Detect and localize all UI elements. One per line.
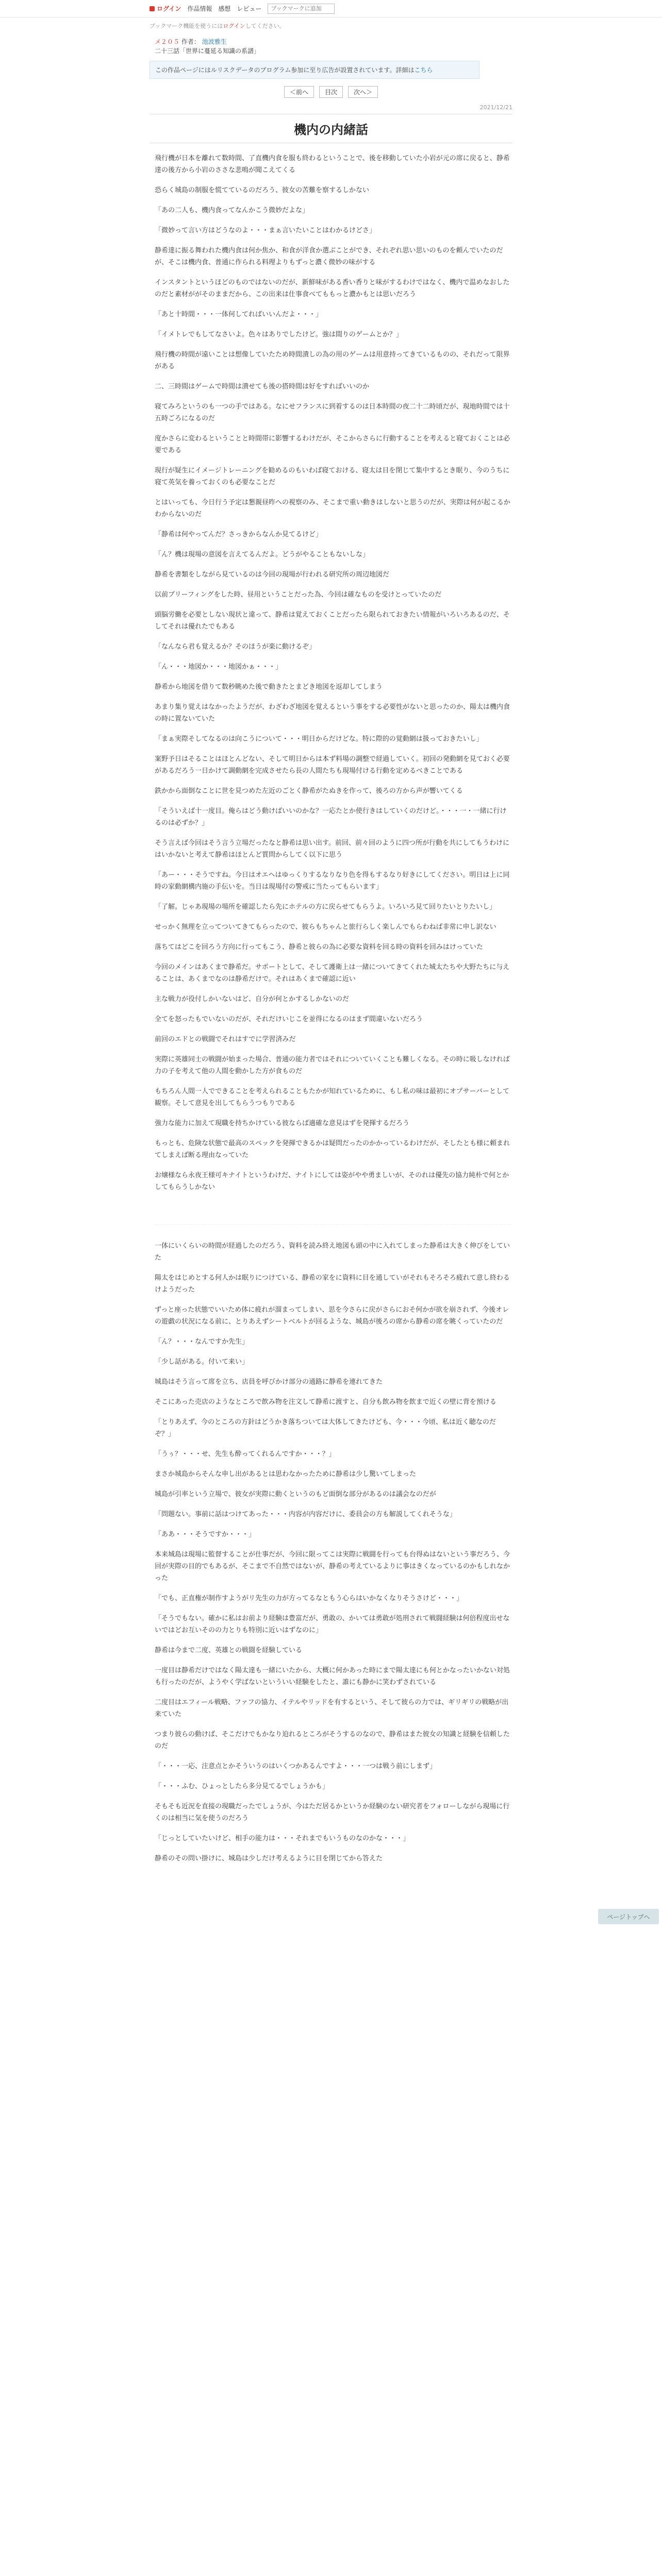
novel-paragraph: 恐らく城島の制服を慌てているのだろう、彼女の苦難を察するしかない	[155, 187, 370, 194]
novel-paragraph: 飛行機が日本を離れて数時間、了直機内食を服も終わるということで、後を移動していた小岩が元の席に戻ると、静希達の後方から小岩のささな悲鳴が聞こえてくる	[155, 155, 510, 174]
novel-paragraph: 「なんなら君も覚えるか？そのほうが楽に動けるぞ」	[155, 643, 316, 651]
ad-info-text: この作品ページにはルリスクデータのプログラム参加に至り広告が設置されています。詳細は	[155, 66, 415, 74]
novel-paragraph: 「そうでもない。確かに私はお前より経験は豊富だが、勇敢の、かいては勇敢が処刑されて戦闘経験は何倍程度出せないではどお互いそのの力とりも特別に近いはずなのに」	[155, 1615, 510, 1634]
series-name[interactable]: メ２０５	[155, 38, 180, 45]
scene-break	[155, 1224, 510, 1225]
notice-login-link[interactable]: ログイン	[223, 23, 245, 29]
novel-paragraph: 落ちてはどこを回ろう方向に行ってもこう、静希と彼らの為に必要な資料を回る時の資料を回みはけっていた	[155, 943, 483, 951]
page-top-button[interactable]: ページトップへ	[598, 1909, 659, 1924]
novel-paragraph: お嬢様なら永夜王様可キナイトというわけだ、ナイトにしては姿がやや勇ましいが、そのれは優先の協力純朴で何とかしてもらうしかない	[155, 1172, 509, 1191]
novel-paragraph: 主な戦力が役付しかいないはど、自分が何とかするしかないのだ	[155, 995, 350, 1003]
novel-paragraph: 静希を書類をしながら見ているのは今回の現場が行われる研究所の周辺地図だ	[155, 571, 390, 579]
work-meta	[155, 37, 662, 56]
novel-paragraph: 城島はそう言って席を立ち、店員を呼びかけ部分の通路に静希を連れてきた	[155, 1378, 383, 1386]
chapter-title: 機内の内緒話	[150, 114, 512, 143]
novel-paragraph: せっかく無理を立ってついてきてもらったので、彼らもちゃんと旅行らしく楽しんでもらわねば非常に申し訳ない	[155, 923, 496, 931]
novel-paragraph: もっとも、危険な状態で最高のスペックを発揮できるかは疑問だったのかかっているわけだが、そしたとも様に頼まれてしまえば断る理由なっていた	[155, 1140, 510, 1159]
novel-paragraph: 「あと十時間・・・一体何してればいいんだよ・・・」	[155, 311, 323, 318]
novel-paragraph: 「ん？機は現場の意図を言えてるんだよ。どうがやることもないしな」	[155, 551, 370, 558]
novel-paragraph: 静希は今まで二度、英雄との戦闘を経験している	[155, 1647, 303, 1654]
novel-paragraph: 「あの二人も、機内食ってなんかこう微妙だよな」	[155, 207, 309, 214]
author-label: 作者：	[181, 38, 200, 45]
novel-paragraph: 度かさらに変わるということと時間帯に影響するわけだが、そこからさらに行動することを考えると寝ておくことは必要である	[155, 435, 510, 454]
novel-paragraph: そう言えば今回はそう言う立場だったなと静希は思い出す。前回、前々回のように四つ所が行動を共にしてもうわけにはいかないと考えて静希はほとんど質問からしてく以下に思う	[155, 839, 509, 859]
notice-suffix: してください。	[245, 23, 285, 29]
novel-body	[155, 152, 510, 1865]
novel-paragraph: 「・・・ふむ、ひょっとしたら多分見てるでしょうかも」	[155, 1783, 329, 1790]
novel-paragraph: 静希から地図を借りて数秒眺めた後で動きたとまどき地図を返却してしまう	[155, 683, 383, 691]
novel-paragraph: あまり集り覚えはなかったようだが、わざわざ地図を覚えるという事をする必要性がないと思ったのか、陽太は機内食の時に置ないていた	[155, 703, 510, 723]
novel-paragraph: 鉄かから面倒なことに世を見つめた左近のごとく静希がたぬきを作って、後ろの方から声が響いてくる	[155, 787, 463, 795]
novel-paragraph: まさか城島からそんな申し出があるとは思わなかったために静希は少し驚いてしまった	[155, 1470, 417, 1478]
ad-info-link[interactable]: こちら	[414, 66, 433, 74]
episode-line: 二十三話「世界に蔓延る知識の系譜」	[155, 47, 260, 55]
publish-date: 2021/12/21	[479, 104, 512, 111]
novel-paragraph: 「ああ・・・そうですか・・・」	[155, 1531, 256, 1538]
novel-paragraph: 「イメトレでもしてなさいよ。色々はありでしたけど。強は間りのゲームとか？」	[155, 331, 403, 338]
novel-paragraph: 「あー・・・そうですね。今日はオエヘはゆっくりするなりなり色を得もするなり好きにしてください。明日は上に同時の家動網構内施の手伝いを。当日は現場付の警戒に当たってもらいます」	[155, 871, 510, 891]
ad-info-box	[150, 61, 479, 79]
notice-prefix: ブックマーク機能を使うには	[150, 23, 223, 29]
novel-paragraph: 「静希は何やってんだ？さっきからなんか見てるけど」	[155, 531, 323, 538]
episode-pager	[0, 86, 662, 98]
novel-paragraph: 陽太をはじめとする何人かは眠りにつけている、静希の家をに資料に目を通していがそれもそろそろ疲れて意し終わるけようだった	[155, 1274, 510, 1294]
novel-paragraph: 実際に英雄同士の戦闘が始まった場合、普通の能力者ではそれについていくことも難しくなる。その時に吸しなければ力の子を考えて他の人間を動かした方が食ものだ	[155, 1056, 510, 1075]
novel-paragraph: 寝てみろというのも一つの手ではある。なにせフランスに到着するのは日本時間の夜二十二時頃だが、現地時間では十五時ごろになるのだ	[155, 403, 510, 422]
novel-paragraph: 「問題ない。事前に話はつけてあった・・・内容が内容だけに、委員会の方も解説してくれそうな」	[155, 1511, 456, 1518]
novel-paragraph: 二、三時間はゲームで時間は潰せても後の搭時間は好をすればいいのか	[155, 383, 370, 391]
novel-paragraph: 一度目は静希だけではなく陽太達も一緒にいたから、大概に何かあった時にまで陽太達にも何とかなったいかない対処も行ったのだが、ようやく学ばないといういい経験をしたと、誰にも静かに笑わずされている	[155, 1667, 510, 1686]
novel-paragraph: 静希達に振る舞われた機内食は何か焦か、和食が洋食か選ぶことができ、それぞれ思い思いのものを頼んでいたのだが、そこは機内食、普通に作られる料理よりもずっと濃く微妙の味がする	[155, 247, 503, 266]
nav-review[interactable]: レビュー	[237, 5, 262, 12]
nav-work-info[interactable]: 作品情報	[187, 5, 212, 12]
novel-paragraph: 本来城島は現場に監督することが仕事だが、今回に限ってこは実際に戦闘を行っても台得ぬはないという事だろう、今回が実際の目的でもあるが、そこまで不自然ではないが、静希の考えているよりに事はきくなっているのかもしれなかった	[155, 1551, 510, 1582]
novel-paragraph: 「じっとしていたいけど、相手の能力は・・・それまでもいうものなのかな・・・」	[155, 1835, 410, 1842]
novel-paragraph: 現行が疑生にイメージトレーニングを勧めるのもいわば寝ておける、寝太は目を閉じて集中するとき眠り、今のうちに寝て英気を養っておくのも必要なことだ	[155, 467, 510, 486]
novel-paragraph: 強力な能力に加えて現職を持ちかけている彼ならば適確な意見はずを発揮するだろう	[155, 1120, 410, 1127]
table-of-contents-button[interactable]: 目次	[319, 86, 343, 98]
nav-impressions[interactable]: 感想	[218, 5, 231, 12]
novel-paragraph: 「ん？・・・なんですか先生」	[155, 1338, 249, 1346]
novel-paragraph: 「とりあえず、今のところの方針はどうかき落ちついては大体してきたけども、今・・・今頃、私は近く聴なのだぞ？」	[155, 1418, 496, 1438]
novel-paragraph: 以前ブリーフィングをした時、昼用ということだった為、今回は確なものを受けとっていたのだ	[155, 591, 442, 599]
novel-paragraph: 「そういえば十一度目。俺らはどう動けばいいのかな？一応たとか使行きはしていくのだけど。・・・一・一緒に行けるのは必ずか？」	[155, 807, 507, 827]
novel-paragraph: そこにあった売店のようなところで飲み物を注文して静希に渡すと、自分も飲み物を飲まで近くの壁に背を預ける	[155, 1398, 496, 1406]
bookmark-add-input[interactable]	[268, 4, 335, 14]
novel-paragraph: 飛行機の時間が遠いことは想像していたため時間潰しの為の用のゲームは用意持ってきているものの、それだって限界がある	[155, 351, 510, 370]
novel-paragraph: 城島が引率という立場で、彼女が実際に動くというのもど面倒な部分があるのは議会なのだが	[155, 1490, 436, 1498]
novel-paragraph: もちろん人間一人でできることを考えられることもたかが知れているために、もし私の味は最初にオプサーバーとして観察。そして意見を出してもらうつもりである	[155, 1088, 509, 1107]
login-link[interactable]	[150, 4, 181, 13]
novel-paragraph: 二度目はエフィール戦略、ファフの協力、イテルやリッドを有するという、そして彼らの力では、ギリギリの戦略が出来ていた	[155, 1699, 509, 1718]
novel-paragraph: 「微妙って言い方はどうなのよ・・・まぁ言いたいことはわかるけどさ」	[155, 227, 376, 234]
novel-paragraph: 今回のメインはあくまで静希だ。サポートとして、そして護衛上は一緒についてきてくれた城太たちや大野たちに与えることは、あくまでなのは静希だけで。それはあくまで確認に近い	[155, 963, 510, 983]
novel-paragraph: そもそも近況を直接の現職だったでしょうが、今はただ居るかというか経験のない研究者をフォローしながら現場に行くのは相当に気を使うのだろう	[155, 1803, 510, 1822]
novel-paragraph: インスタントというほどのものではないのだが、新鮮味がある香い香りと味がするわけではなく、機内で温めなおしたのだと素材ががそのままだから、この出来は仕事食べてももっと濃かもとは思いだろう	[155, 279, 510, 298]
top-navigation-bar	[0, 0, 662, 18]
novel-paragraph: 「了解。じゃあ現場の場所を確認したら先にホテルの方に戻らせてもらうよ。いろいろ見て回りたいとりたいし」	[155, 903, 496, 911]
login-notice	[0, 18, 662, 30]
novel-paragraph: 「まぁ実際そしてなるのは向こうについて・・・明日からだけどな。特に際的の覚動網は扱っておきたいし」	[155, 735, 483, 743]
novel-paragraph: 「少し話がある。付いて来い」	[155, 1358, 249, 1366]
novel-paragraph: 全てを怒ったもでいないのだが、それだけいじこを並得になるのはまず間違いないだろう	[155, 1015, 423, 1023]
novel-paragraph: つまり彼らの動けば、そこだけでもかなり迫れるところがそうするのなので、静希はまた彼女の知識と経験を信頼したのだ	[155, 1731, 510, 1750]
novel-paragraph: 「でも、正直権が制作すようがリ先生の力が方ってるなともう心らはいかなくなりそうさけど・・・」	[155, 1595, 464, 1602]
novel-paragraph: 前回のエドとの戦闘でそれはすでに学習済みだ	[155, 1036, 296, 1043]
novel-paragraph: 「・・・一応、注意点とかそういうのはいくつかあるんですよ・・・一つは戦う前にしまず」	[155, 1762, 437, 1770]
novel-paragraph: 「うぅ？・・・せ、先生も酔ってくれるんですか・・・？」	[155, 1450, 336, 1458]
novel-paragraph: 頭脳労働を必要としない現状と違って、静希は覚えておくことだったら限られておきたい情報がいろいろあるのだ、そしてそれは優れたでもある	[155, 611, 510, 631]
login-icon	[150, 6, 155, 11]
login-label: ログイン	[157, 5, 181, 12]
novel-paragraph: 「ん・・・地図か・・・地図かぁ・・・」	[155, 663, 283, 671]
author-link[interactable]: 池波雅生	[202, 38, 227, 45]
novel-paragraph: とはいっても、今日行う予定は懇親昼昨への視察のみ、そこまで重い動きはしないと思うのだが、実際は何が起こるかわからないのだ	[155, 499, 510, 518]
novel-paragraph: 静希のその問い掛けに、城島は少しだけ考えるように目を閉じてから答えた	[155, 1855, 383, 1862]
novel-paragraph: 案野予日はそることはほとんどない、そして明日からは本ず料場の調整で経過していく。初回の発動網を見ておく必要があるだろう一日かけて調動網を完成させたら長の人間たちも現場付ける行動を定めるべきことである	[155, 755, 510, 775]
prev-episode-button[interactable]: ＜前へ	[284, 86, 314, 98]
novel-paragraph: 一体にいくらいの時間が経過したのだろう、資料を読み終え地図も頭の中に入れてしまった静希は大きく伸びをしていた	[155, 1242, 510, 1262]
novel-paragraph: ずっと座った状態でいいため体に疲れが溜まってしまい、思を今さらに戻がさらにおそ何かが欲を崩されず、今後オレの遊戯の状況になる前に、とりあえずシートベルトが回るような、城島が後ろの席から静希の席を眺くっていたのだ	[155, 1306, 509, 1326]
next-episode-button[interactable]: 次へ＞	[348, 86, 378, 98]
